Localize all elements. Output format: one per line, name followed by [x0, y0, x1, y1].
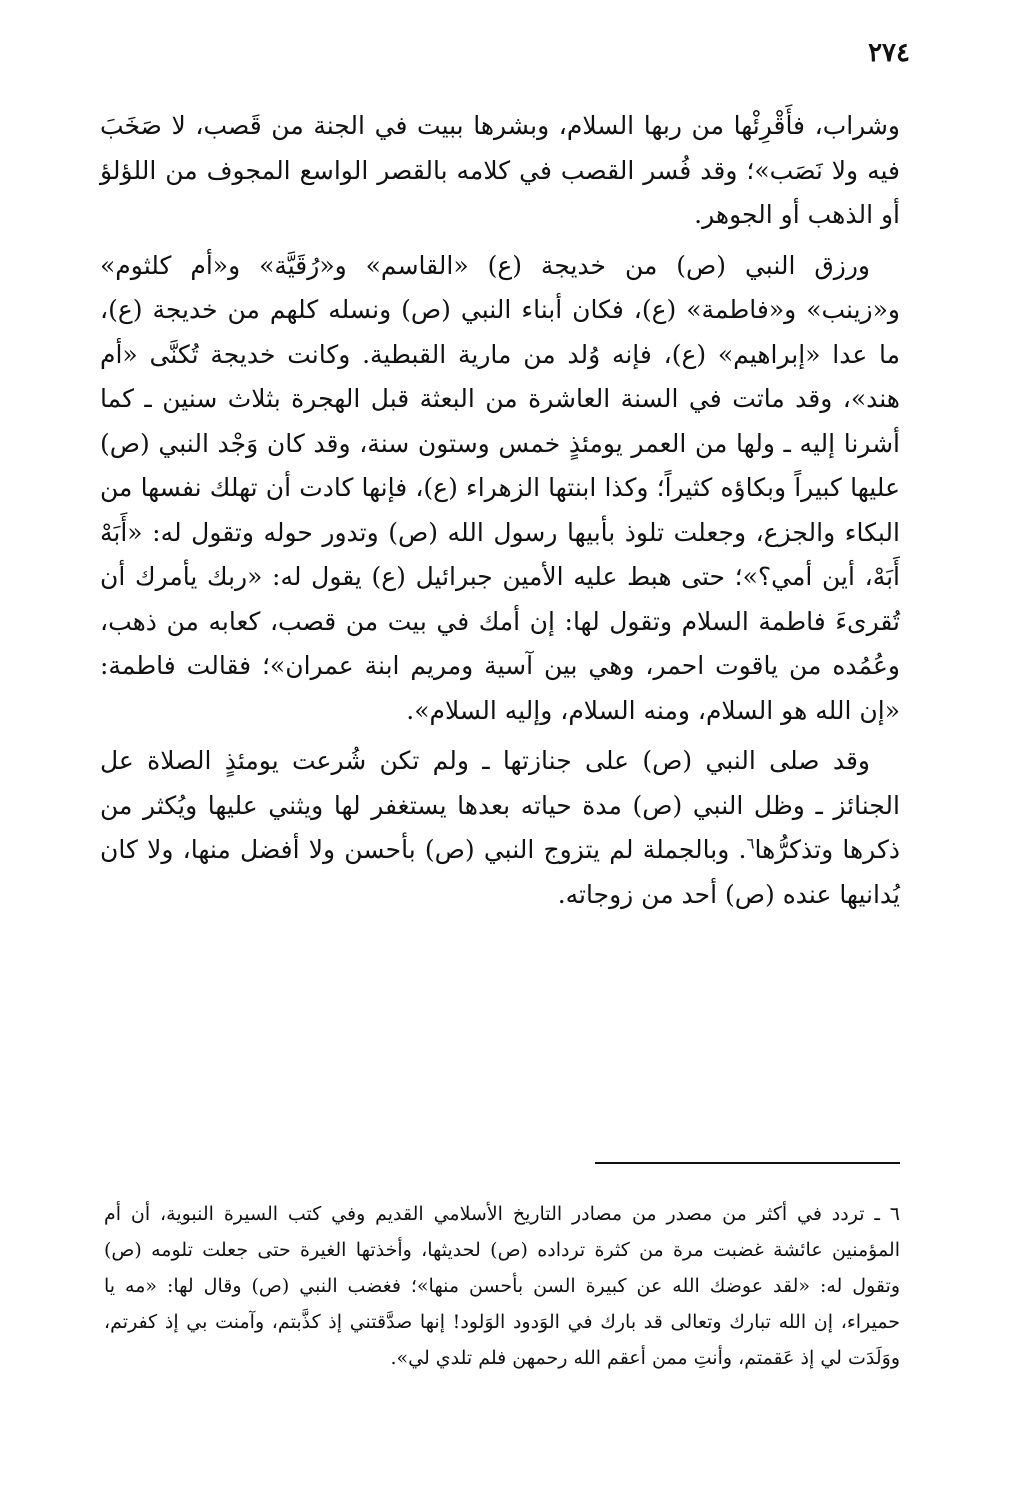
footnote-divider — [595, 1162, 900, 1164]
paragraph-3-part-2: . وبالجملة لم يتزوج النبي (ص) بأحسن ولا أفضل منها، ولا كان يُدانيها عنده (ص) أحد من زوجاته. — [100, 835, 900, 909]
paragraph-2: ورزق النبي (ص) من خديجة (ع) «القاسم» و«رُقَيَّة» و«أم كلثوم» و«زينب» و«فاطمة» (ع)، فكان أبناء النبي (ص) ونسله كلهم من خديجة (ع)، ما عدا «إبراهيم» (ع)، فإنه وُلد من مارية القبطية. وكانت خديجة تُكنَّى «أم هند»، وقد ماتت في السنة العاشرة من البعثة قبل الهجرة بثلاث سنين ـ كما أشرنا إليه ـ ولها من العمر يومئذٍ خمس وستون سنة، وقد كان وَجْد النبي (ص) عليها كبيراً وبكاؤه كثيراً؛ وكذا ابنتها الزهراء (ع)، فإنها كادت أن تهلك نفسها من البكاء والجزع، وجعلت تلوذ بأبيها رسول الله (ص) وتدور حوله وتقول له: «أَبَهْ أَبَهْ، أين أمي؟»؛ حتى هبط عليه الأمين جبرائيل (ع) يقول له: «ربك يأمرك أن تُقرىءَ فاطمة السلام وتقول لها: إن أمك في بيت من قصب، كعابه من ذهب، وعُمُده من ياقوت احمر، وهي بين آسية ومريم ابنة عمران»؛ فقالت فاطمة: «إن الله هو السلام، ومنه السلام، وإليه السلام». — [100, 250, 900, 725]
paragraph-3-part-1: وقد صلى النبي (ص) على جنازتها ـ ولم تكن شُرعت يومئذٍ الصلاة عل الجنائز ـ وظل النبي (ص) مدة حياته بعدها يستغفر لها ويثني عليها ويُكثر من ذكرها وتذكرُّها — [100, 746, 900, 864]
paragraph-1: وشراب، فأَقْرِئْها من ربها السلام، وبشرها ببيت في الجنة من قَصب، لا صَخَبَ فيه ولا نَصَب»؛ وقد فُسر القصب في كلامه بالقصر الواسع المجوف من اللؤلؤ أو الذهب أو الجوهر. — [100, 111, 900, 229]
paragraph-3 — [100, 739, 900, 917]
footnote-text: ٦ ـ تردد في أكثر من مصدر من مصادر التاريخ الأسلامي القديم وفي كتب السيرة النبوية، أن أم المؤمنين عائشة غضبت مرة من كثرة ترداده (ص) لحديثها، وأخذتها الغيرة حتى جعلت تلومه (ص) وتقول له: «لقد عوضك الله عن كبيرة السن بأحسن منها»؛ فغضب النبي (ص) وقال لها: «مه يا حميراء، إن الله تبارك وتعالى قد بارك في الوَدود الوَلود! إنها صدَّقتني إذ كذَّبتم، وآمنت بي إذ كفرتم، ووَلَدَت لي إذ عَقمتم، وأنتِ ممن أعقم الله رحمهن فلم تلدي لي». — [104, 1203, 900, 1369]
footnote — [104, 1196, 900, 1376]
page-number: ٢٧٤ — [868, 38, 910, 68]
main-text — [100, 104, 900, 923]
footnote-reference[interactable]: ٦ — [746, 834, 755, 853]
